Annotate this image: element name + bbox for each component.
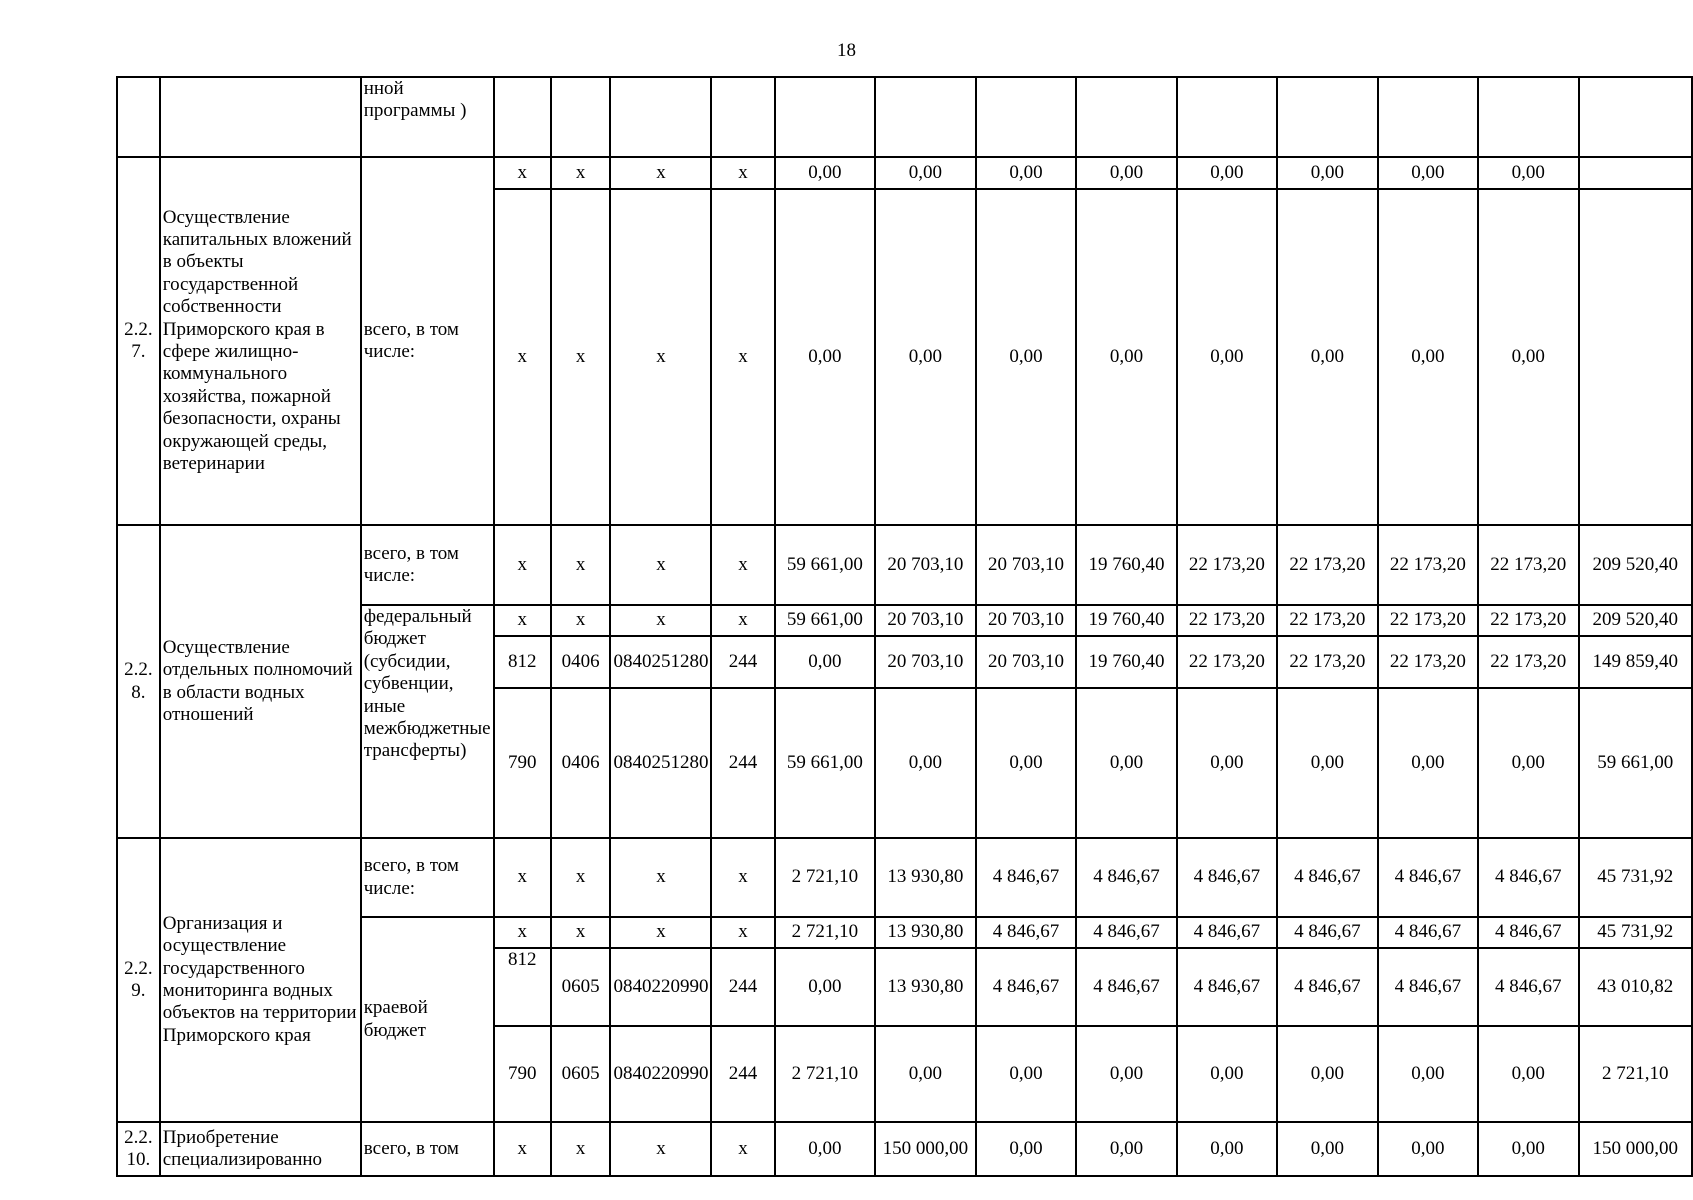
year-value: 22 173,20 [1277, 525, 1377, 605]
funding-source: краевой бюджет [361, 917, 494, 1122]
year-value: 0,00 [775, 189, 875, 525]
budget-table [116, 76, 1693, 1177]
code-cell: х [494, 917, 551, 948]
total-value: 150 000,00 [1579, 1122, 1693, 1176]
year-value: 0,00 [1177, 157, 1277, 189]
year-value: 0,00 [1277, 1026, 1377, 1122]
code-cell: х [610, 525, 711, 605]
year-value: 22 173,20 [1177, 605, 1277, 636]
year-value: 0,00 [1478, 157, 1578, 189]
year-value: 19 760,40 [1076, 525, 1176, 605]
code-cell [610, 77, 711, 157]
row-index: 2.2. 9. [117, 838, 160, 1122]
row-index: 2.2. 7. [117, 157, 160, 525]
year-cell [1378, 77, 1478, 157]
year-value: 4 846,67 [976, 838, 1076, 917]
code-cell: х [551, 189, 611, 525]
total-value: 2 721,10 [1579, 1026, 1693, 1122]
year-value: 0,00 [775, 1122, 875, 1176]
total-value [1579, 157, 1693, 189]
year-value: 0,00 [1076, 1026, 1176, 1122]
year-value: 59 661,00 [775, 688, 875, 838]
year-value: 0,00 [1277, 1122, 1377, 1176]
funding-source: федеральный бюджет (субсидии, субвенции, иные межбюджетные трансферты) [361, 605, 494, 838]
code-cell: х [610, 838, 711, 917]
code-cell [711, 77, 774, 157]
code-cell: х [551, 605, 611, 636]
activity-name: Организация и осуществление государственного мониторинга водных объектов на территории Приморского края [160, 838, 361, 1122]
total-value: 59 661,00 [1579, 688, 1693, 838]
year-cell [1177, 77, 1277, 157]
year-value: 0,00 [1378, 189, 1478, 525]
year-value: 0,00 [1478, 1026, 1578, 1122]
table-row [117, 77, 1692, 157]
year-value: 0,00 [976, 1122, 1076, 1176]
code-cell: х [711, 189, 774, 525]
code-cell: х [494, 189, 551, 525]
funding-source: всего, в том [361, 1122, 494, 1176]
year-value: 20 703,10 [976, 636, 1076, 688]
year-value: 0,00 [1378, 688, 1478, 838]
year-value: 0,00 [1277, 688, 1377, 838]
year-value: 4 846,67 [1177, 948, 1277, 1026]
code-cell: х [610, 605, 711, 636]
year-cell [775, 77, 875, 157]
year-cell [1478, 77, 1578, 157]
year-value: 13 930,80 [875, 948, 976, 1026]
code-cell: 0605 [551, 948, 611, 1026]
code-cell: 244 [711, 948, 774, 1026]
year-value: 0,00 [1177, 1026, 1277, 1122]
code-cell: 244 [711, 688, 774, 838]
year-value: 59 661,00 [775, 605, 875, 636]
year-value: 19 760,40 [1076, 605, 1176, 636]
year-value: 0,00 [875, 1026, 976, 1122]
source-cell: нной программы ) [361, 77, 494, 157]
year-value: 2 721,10 [775, 1026, 875, 1122]
year-value: 0,00 [1177, 688, 1277, 838]
code-cell [494, 77, 551, 157]
total-value: 45 731,92 [1579, 838, 1693, 917]
total-value: 149 859,40 [1579, 636, 1693, 688]
table-row [117, 838, 1692, 917]
page-number: 18 [837, 40, 856, 61]
year-value: 22 173,20 [1378, 525, 1478, 605]
year-value: 4 846,67 [1478, 917, 1578, 948]
code-cell: 812 [494, 948, 551, 1026]
year-value: 0,00 [1277, 157, 1377, 189]
year-value: 0,00 [1478, 189, 1578, 525]
code-cell: х [494, 525, 551, 605]
year-value: 4 846,67 [1177, 917, 1277, 948]
year-value: 0,00 [1076, 157, 1176, 189]
year-value: 22 173,20 [1478, 525, 1578, 605]
code-cell: 0840220990 [610, 1026, 711, 1122]
year-value: 4 846,67 [976, 948, 1076, 1026]
year-value: 13 930,80 [875, 838, 976, 917]
total-value: 45 731,92 [1579, 917, 1693, 948]
year-value: 4 846,67 [1478, 838, 1578, 917]
total-value: 209 520,40 [1579, 605, 1693, 636]
year-value: 0,00 [1478, 1122, 1578, 1176]
total-value: 43 010,82 [1579, 948, 1693, 1026]
year-value: 0,00 [1378, 1026, 1478, 1122]
year-value: 0,00 [1076, 1122, 1176, 1176]
row-index: 2.2. 10. [117, 1122, 160, 1176]
code-cell: х [711, 157, 774, 189]
year-value: 0,00 [1378, 1122, 1478, 1176]
year-value: 0,00 [1076, 189, 1176, 525]
year-value: 22 173,20 [1478, 605, 1578, 636]
code-cell: 790 [494, 1026, 551, 1122]
code-cell: 0406 [551, 688, 611, 838]
year-value: 4 846,67 [1277, 838, 1377, 917]
code-cell: 0605 [551, 1026, 611, 1122]
code-cell: 0840220990 [610, 948, 711, 1026]
code-cell: 244 [711, 636, 774, 688]
year-value: 0,00 [1478, 688, 1578, 838]
year-value: 4 846,67 [1177, 838, 1277, 917]
year-value: 59 661,00 [775, 525, 875, 605]
funding-source: всего, в том числе: [361, 525, 494, 605]
year-value: 22 173,20 [1277, 636, 1377, 688]
code-cell: х [610, 189, 711, 525]
year-value: 4 846,67 [1076, 838, 1176, 917]
year-value: 150 000,00 [875, 1122, 976, 1176]
year-cell [875, 77, 976, 157]
year-value: 20 703,10 [976, 605, 1076, 636]
year-value: 22 173,20 [1378, 605, 1478, 636]
code-cell: х [711, 605, 774, 636]
total-value [1579, 189, 1693, 525]
code-cell: х [551, 838, 611, 917]
code-cell: х [711, 838, 774, 917]
code-cell: х [711, 525, 774, 605]
code-cell: х [610, 1122, 711, 1176]
year-value: 19 760,40 [1076, 636, 1176, 688]
code-cell: х [610, 157, 711, 189]
year-value: 22 173,20 [1177, 636, 1277, 688]
year-value: 13 930,80 [875, 917, 976, 948]
total-cell [1579, 77, 1693, 157]
funding-source: всего, в том числе: [361, 157, 494, 525]
year-value: 0,00 [1177, 1122, 1277, 1176]
table-row [117, 525, 1692, 605]
year-value: 22 173,20 [1378, 636, 1478, 688]
table-row [117, 157, 1692, 189]
year-value: 20 703,10 [875, 636, 976, 688]
year-value: 0,00 [976, 688, 1076, 838]
year-value: 22 173,20 [1478, 636, 1578, 688]
year-value: 4 846,67 [1277, 948, 1377, 1026]
code-cell: х [494, 157, 551, 189]
table-row [117, 1122, 1692, 1176]
code-cell: 0840251280 [610, 688, 711, 838]
code-cell: х [551, 1122, 611, 1176]
code-cell: х [551, 917, 611, 948]
funding-source: всего, в том числе: [361, 838, 494, 917]
year-value: 4 846,67 [1378, 917, 1478, 948]
year-value: 20 703,10 [976, 525, 1076, 605]
year-value: 0,00 [1076, 688, 1176, 838]
code-cell: х [610, 917, 711, 948]
year-value: 4 846,67 [976, 917, 1076, 948]
activity-name: Осуществление отдельных полномочий в области водных отношений [160, 525, 361, 838]
index-cell [117, 77, 160, 157]
year-value: 4 846,67 [1378, 948, 1478, 1026]
code-cell: х [551, 525, 611, 605]
activity-name: Приобретение специализированно [160, 1122, 361, 1176]
activity-name: Осуществление капитальных вложений в объекты государственной собственности Приморского края в сфере жилищно-коммунального хозяйства, пожарной безопасности, охраны окружающей среды, ветеринарии [160, 157, 361, 525]
name-cell [160, 77, 361, 157]
year-value: 2 721,10 [775, 838, 875, 917]
year-value: 0,00 [976, 157, 1076, 189]
year-value: 0,00 [875, 688, 976, 838]
year-value: 4 846,67 [1076, 917, 1176, 948]
year-value: 0,00 [775, 157, 875, 189]
code-cell: 0840251280 [610, 636, 711, 688]
code-cell: 790 [494, 688, 551, 838]
year-value: 20 703,10 [875, 525, 976, 605]
year-value: 22 173,20 [1177, 525, 1277, 605]
code-cell: х [494, 838, 551, 917]
year-value: 0,00 [875, 189, 976, 525]
year-value: 0,00 [976, 189, 1076, 525]
year-cell [1076, 77, 1176, 157]
code-cell [551, 77, 611, 157]
code-cell: 0406 [551, 636, 611, 688]
year-value: 2 721,10 [775, 917, 875, 948]
code-cell: х [494, 605, 551, 636]
year-value: 20 703,10 [875, 605, 976, 636]
year-cell [1277, 77, 1377, 157]
year-value: 0,00 [976, 1026, 1076, 1122]
total-value: 209 520,40 [1579, 525, 1693, 605]
year-cell [976, 77, 1076, 157]
year-value: 0,00 [1277, 189, 1377, 525]
year-value: 0,00 [775, 948, 875, 1026]
year-value: 0,00 [775, 636, 875, 688]
year-value: 0,00 [1177, 189, 1277, 525]
year-value: 4 846,67 [1076, 948, 1176, 1026]
code-cell: х [711, 917, 774, 948]
row-index: 2.2. 8. [117, 525, 160, 838]
code-cell: х [711, 1122, 774, 1176]
year-value: 22 173,20 [1277, 605, 1377, 636]
code-cell: 244 [711, 1026, 774, 1122]
year-value: 4 846,67 [1478, 948, 1578, 1026]
year-value: 0,00 [875, 157, 976, 189]
year-value: 0,00 [1378, 157, 1478, 189]
year-value: 4 846,67 [1277, 917, 1377, 948]
year-value: 4 846,67 [1378, 838, 1478, 917]
code-cell: х [494, 1122, 551, 1176]
code-cell: х [551, 157, 611, 189]
code-cell: 812 [494, 636, 551, 688]
